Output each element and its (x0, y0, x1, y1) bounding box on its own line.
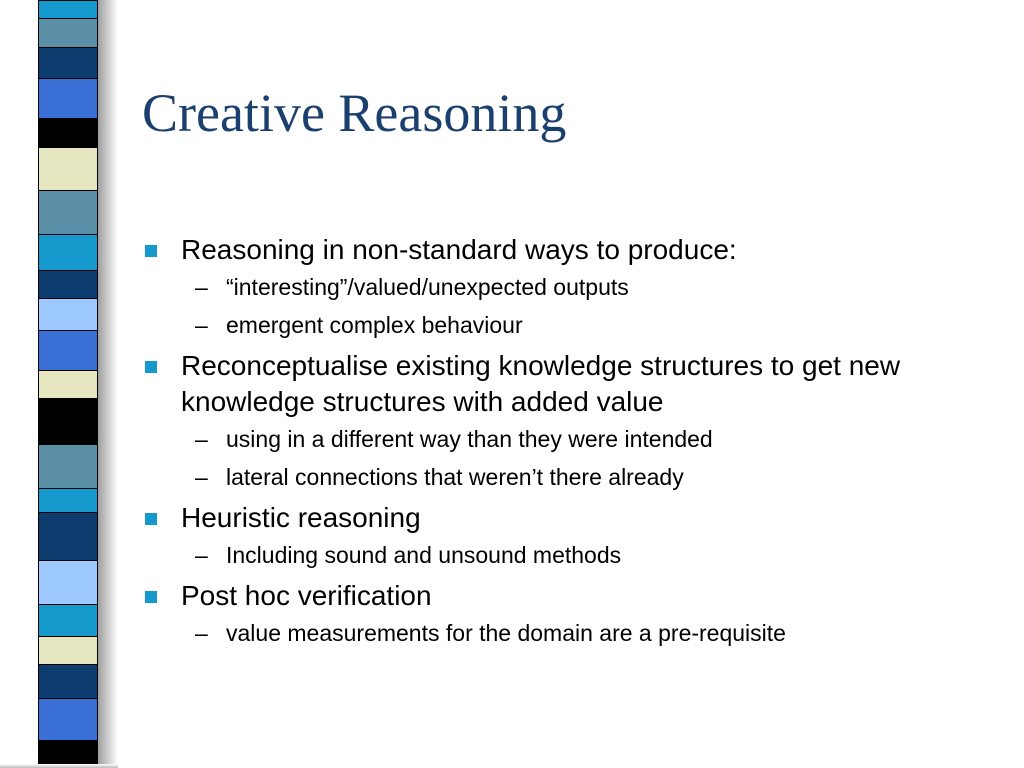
bullet-text: Reconceptualise existing knowledge structures to get new knowledge structures with added value (181, 350, 901, 417)
stripe-band (39, 118, 97, 147)
stripe-band (39, 18, 97, 47)
sub-bullet-row (140, 420, 1010, 458)
dash-marker: – (195, 464, 208, 490)
stripe-band (39, 298, 97, 330)
bullet-text: Reasoning in non-standard ways to produce: (181, 234, 737, 265)
stripe-band (39, 398, 97, 444)
sub-bullet-text: “interesting”/valued/unexpected outputs (226, 274, 629, 300)
sub-bullet-text: Including sound and unsound methods (226, 542, 622, 568)
stripe-band (39, 560, 97, 604)
stripe-band (39, 0, 97, 18)
stripe-band (39, 604, 97, 636)
stripe-band (39, 147, 97, 190)
stripe-shadow (97, 0, 118, 768)
stripe-band (39, 190, 97, 234)
stripe-band (39, 330, 97, 370)
stripe-band (39, 664, 97, 698)
sub-bullet-row (140, 614, 1010, 652)
sub-bullet-row (140, 458, 1010, 496)
bullet-item (140, 348, 1010, 496)
stripe-column (38, 0, 98, 768)
bottom-shadow (0, 764, 118, 768)
bullet-text: Post hoc verification (181, 580, 432, 611)
bullet-row (140, 348, 1010, 420)
square-bullet-icon (145, 513, 157, 525)
bullet-row (140, 232, 1010, 268)
stripe-band (39, 444, 97, 488)
slide-title: Creative Reasoning (142, 83, 567, 143)
bullet-row (140, 500, 1010, 536)
stripe-band (39, 698, 97, 740)
decorative-stripe-bar (0, 0, 118, 768)
stripe-band (39, 370, 97, 398)
sub-bullet-text: value measurements for the domain are a pre-requisite (226, 620, 786, 646)
bullet-row (140, 578, 1010, 614)
sub-bullet-text: using in a different way than they were intended (226, 426, 713, 452)
square-bullet-icon (145, 245, 157, 257)
dash-marker: – (195, 274, 208, 300)
dash-marker: – (195, 312, 208, 338)
square-bullet-icon (145, 591, 157, 603)
dash-marker: – (195, 620, 208, 646)
stripe-band (39, 488, 97, 512)
square-bullet-icon (145, 361, 157, 373)
bullet-text: Heuristic reasoning (181, 502, 421, 533)
stripe-band (39, 78, 97, 118)
sub-bullet-text: lateral connections that weren’t there already (226, 464, 684, 490)
sub-bullet-text: emergent complex behaviour (226, 312, 523, 338)
sub-bullet-row (140, 536, 1010, 574)
bullet-item (140, 500, 1010, 574)
dash-marker: – (195, 542, 208, 568)
dash-marker: – (195, 426, 208, 452)
bullet-list (140, 228, 1010, 652)
bullet-item (140, 578, 1010, 652)
stripe-band (39, 512, 97, 560)
bullet-item (140, 232, 1010, 344)
stripe-band (39, 47, 97, 78)
stripe-band (39, 234, 97, 270)
stripe-band (39, 270, 97, 298)
sub-bullet-row (140, 268, 1010, 306)
sub-bullet-row (140, 306, 1010, 344)
stripe-band (39, 636, 97, 664)
